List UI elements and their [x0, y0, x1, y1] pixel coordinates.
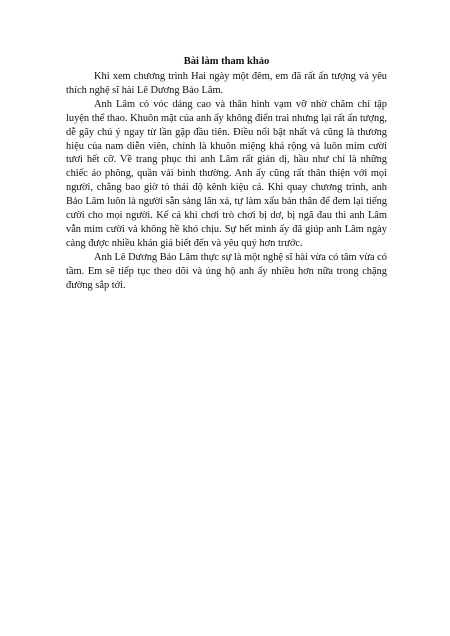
document-page — [66, 55, 387, 293]
paragraph-intro: Khi xem chương trình Hai ngày một đêm, em đã rất ấn tượng và yêu thích nghệ sĩ hài Lê Dương Bảo Lâm. — [66, 71, 387, 96]
paragraph-body: Anh Lâm có vóc dáng cao và thân hình vạm vỡ nhờ chăm chỉ tập luyện thể thao. Khuôn mặt của anh ấy không điển trai nhưng lại rất ấn tượng, dễ gây chú ý ngay từ lần gặp đầu tiên. Điều nổi bật nhất và cũng là thương hiệu của nam diễn viên, chính là khuôn miệng khá rộng và luôn mỉm cười tươi hết cỡ. Về trang phục thì anh Lâm rất giản dị, hầu như chỉ là những chiếc áo phông, quần vải bình thường. Anh ấy cũng rất thân thiện với mọi người, chẳng bao giờ tỏ thái độ kênh kiệu cả. Khi quay chương trình, anh Bảo Lâm luôn là người sẵn sàng lăn xả, tự làm xấu bản thân để đem lại tiếng cười cho mọi người. Kể cả khi chơi trò chơi bị dơ, bị ngã đau thì anh Lâm vẫn mỉm cười và không hề khó chịu. Sự hết mình ấy đã giúp anh Lâm ngày càng được nhiều khán giả biết đến và yêu quý hơn trước. — [66, 98, 387, 249]
paragraph-conclusion: Anh Lê Dương Bảo Lâm thực sự là một nghệ sĩ hài vừa có tâm vừa có tầm. Em sẽ tiếp tục theo dõi và ủng hộ anh ấy nhiều hơn nữa trong chặng đường sắp tới. — [66, 251, 387, 291]
document-title: Bài làm tham khảo — [183, 56, 270, 67]
